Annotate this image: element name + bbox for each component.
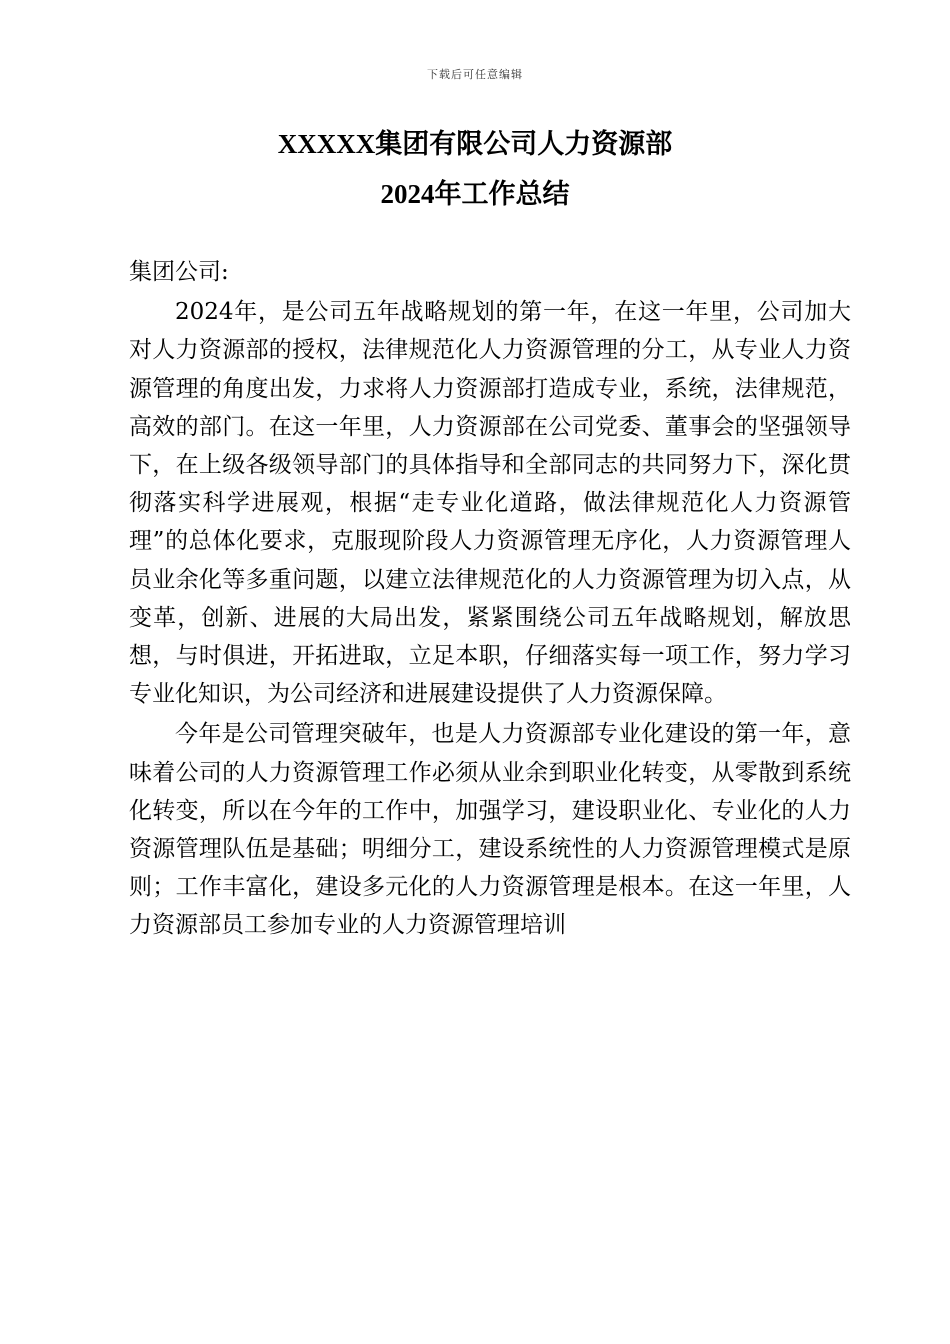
document-body <box>129 253 851 945</box>
header-note: 下载后可任意编辑 <box>427 68 523 81</box>
salutation: 集团公司: <box>129 259 229 285</box>
document-title-line1: XXXXX集团有限公司人力资源部 <box>277 129 673 159</box>
paragraph-1: 2024年，是公司五年战略规划的第一年，在这一年里，公司加大对人力资源部的授权，法律规范化人力资源管理的分工，从专业人力资源管理的角度出发，力求将人力资源部打造成专业，系统，法律规范，高效的部门。在这一年里，人力资源部在公司党委、董事会的坚强领导下，在上级各级领导部门的具体指导和全部同志的共同努力下，深化贯彻落实科学进展观，根据“走专业化道路，做法律规范化人力资源管理”的总体化要求，克服现阶段人力资源管理无序化，人力资源管理人员业余化等多重问题，以建立法律规范化的人力资源管理为切入点，从变革，创新、进展的大局出发，紧紧围绕公司五年战略规划，解放思想，与时俱进，开拓进取，立足本职，仔细落实每一项工作，努力学习专业化知识，为公司经济和进展建设提供了人力资源保障。 <box>129 299 851 708</box>
document-title-line2: 2024年工作总结 <box>380 179 570 209</box>
paragraph-2: 今年是公司管理突破年，也是人力资源部专业化建设的第一年，意味着公司的人力资源管理工作必须从业余到职业化转变，从零散到系统化转变，所以在今年的工作中，加强学习，建设职业化、专业化的人力资源管理队伍是基础；明细分工，建设系统性的人力资源管理模式是原则；工作丰富化，建设多元化的人力资源管理是根本。在这一年里，人力资源部员工参加专业的人力资源管理培训 <box>129 721 851 939</box>
